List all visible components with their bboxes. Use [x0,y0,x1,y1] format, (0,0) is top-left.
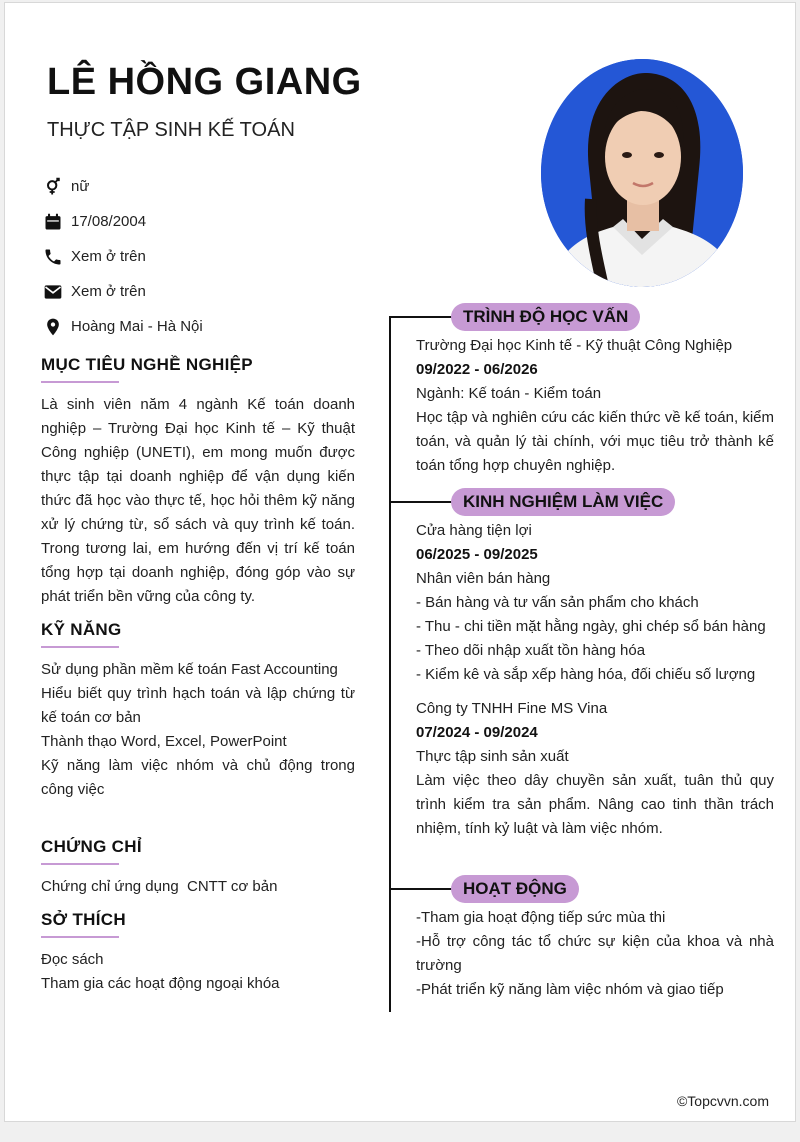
cv-page [4,2,796,1122]
contact-birthday-text: 17/08/2004 [71,213,147,230]
job-company: Công ty TNHH Fine MS Vina [416,700,608,717]
activities-title: HOẠT ĐỘNG [451,875,579,903]
skill-item: Thành thạo Word, Excel, PowerPoint [41,733,287,750]
activities-section [416,906,774,1002]
contact-location-text: Hoàng Mai - Hà Nội [71,318,203,335]
skill-item: Hiểu biết quy trình hạch toán và lập chứng từ kế toán cơ bản [41,685,355,726]
education-description: Học tập và nghiên cứu các kiến thức về kế toán, kiểm toán, và quản lý tài chính, với mục tiêu trở thành kế toán tổng hợp chuyên nghiệp. [416,409,774,474]
education-title: TRÌNH ĐỘ HỌC VẤN [451,303,640,331]
timeline-line [389,316,391,1012]
candidate-name: LÊ HỒNG GIANG [47,61,362,103]
job-company: Cửa hàng tiện lợi [416,522,532,539]
objective-title: MỤC TIÊU NGHỀ NGHIỆP [41,355,253,374]
job-detail: - Bán hàng và tư vấn sản phẩm cho khách [416,594,699,611]
gender-icon [41,175,65,199]
contact-location [41,309,361,344]
timeline-connector [389,316,453,318]
job-detail: - Theo dõi nhập xuất tồn hàng hóa [416,642,646,659]
email-icon [41,280,65,304]
skill-item: Kỹ năng làm việc nhóm và chủ động trong công việc [41,757,355,798]
hobbies-divider [41,936,119,938]
contact-gender-text: nữ [71,178,90,195]
education-section [416,334,774,478]
hobbies-title: SỞ THÍCH [41,910,126,929]
objective-divider [41,381,119,383]
skill-item: Sử dụng phần mềm kế toán Fast Accounting [41,661,338,678]
contact-list [41,169,361,344]
skills-title: KỸ NĂNG [41,620,122,639]
job-position: Thực tập sinh sản xuất [416,748,569,765]
skills-divider [41,646,119,648]
certificates-title: CHỨNG CHỈ [41,837,142,856]
objective-section [41,355,355,609]
hobbies-section [41,910,355,996]
skills-section [41,620,355,802]
activity-item: -Tham gia hoạt động tiếp sức mùa thi [416,909,666,926]
timeline-connector [389,501,453,503]
education-school: Trường Đại học Kinh tế - Kỹ thuật Công Nghiệp [416,337,733,354]
candidate-role: THỰC TẬP SINH KẾ TOÁN [47,119,295,141]
job-entry [416,519,774,687]
job-period: 06/2025 - 09/2025 [416,546,538,563]
hobby-item: Tham gia các hoạt động ngoại khóa [41,975,280,992]
contact-phone-text: Xem ở trên [71,248,146,265]
job-detail: - Thu - chi tiền mặt hằng ngày, ghi chép sổ bán hàng [416,618,766,635]
contact-phone [41,239,361,274]
contact-birthday [41,204,361,239]
hobby-item: Đọc sách [41,951,104,968]
certificates-divider [41,863,119,865]
objective-text: Là sinh viên năm 4 ngành Kế toán doanh nghiệp – Trường Đại học Kinh tế – Kỹ thuật Công nghiệp (UNETI), em mong muốn được thực tập tại doanh nghiệp để vận dụng kiến thức đã học vào thực tế, học hỏi thêm kỹ năng xử lý chứng từ, sổ sách và quy trình kế toán. Trong tương lai, em hướng đến vị trí kế toán tổng hợp tại doanh nghiệp, đóng góp vào sự phát triển bền vững của công ty. [41,396,355,605]
education-major: Ngành: Kế toán - Kiểm toán [416,385,602,402]
phone-icon [41,245,65,269]
contact-gender [41,169,361,204]
certificate-item: Chứng chỉ ứng dụng CNTT cơ bản [41,878,278,895]
job-position: Nhân viên bán hàng [416,570,551,587]
job-entry [416,697,774,841]
certificates-section [41,837,355,899]
job-period: 07/2024 - 09/2024 [416,724,538,741]
calendar-icon [41,210,65,234]
activity-item: -Phát triển kỹ năng làm việc nhóm và giao tiếp [416,981,724,998]
location-icon [41,315,65,339]
education-period: 09/2022 - 06/2026 [416,361,538,378]
contact-email-text: Xem ở trên [71,283,146,300]
experience-title: KINH NGHIỆM LÀM VIỆC [451,488,675,516]
profile-photo [541,59,743,287]
experience-section [416,519,774,841]
contact-email [41,274,361,309]
job-detail: Làm việc theo dây chuyền sản xuất, tuân thủ quy trình kiểm tra sản phẩm. Nâng cao tinh thần trách nhiệm, tính kỷ luật và làm việc nhóm. [416,772,774,837]
footer-credit: ©Topcvvn.com [676,1093,769,1109]
avatar [541,59,743,287]
activity-item: -Hỗ trợ công tác tổ chức sự kiện của khoa và nhà trường [416,933,774,974]
timeline-connector [389,888,453,890]
job-detail: - Kiểm kê và sắp xếp hàng hóa, đối chiếu số lượng [416,666,756,683]
